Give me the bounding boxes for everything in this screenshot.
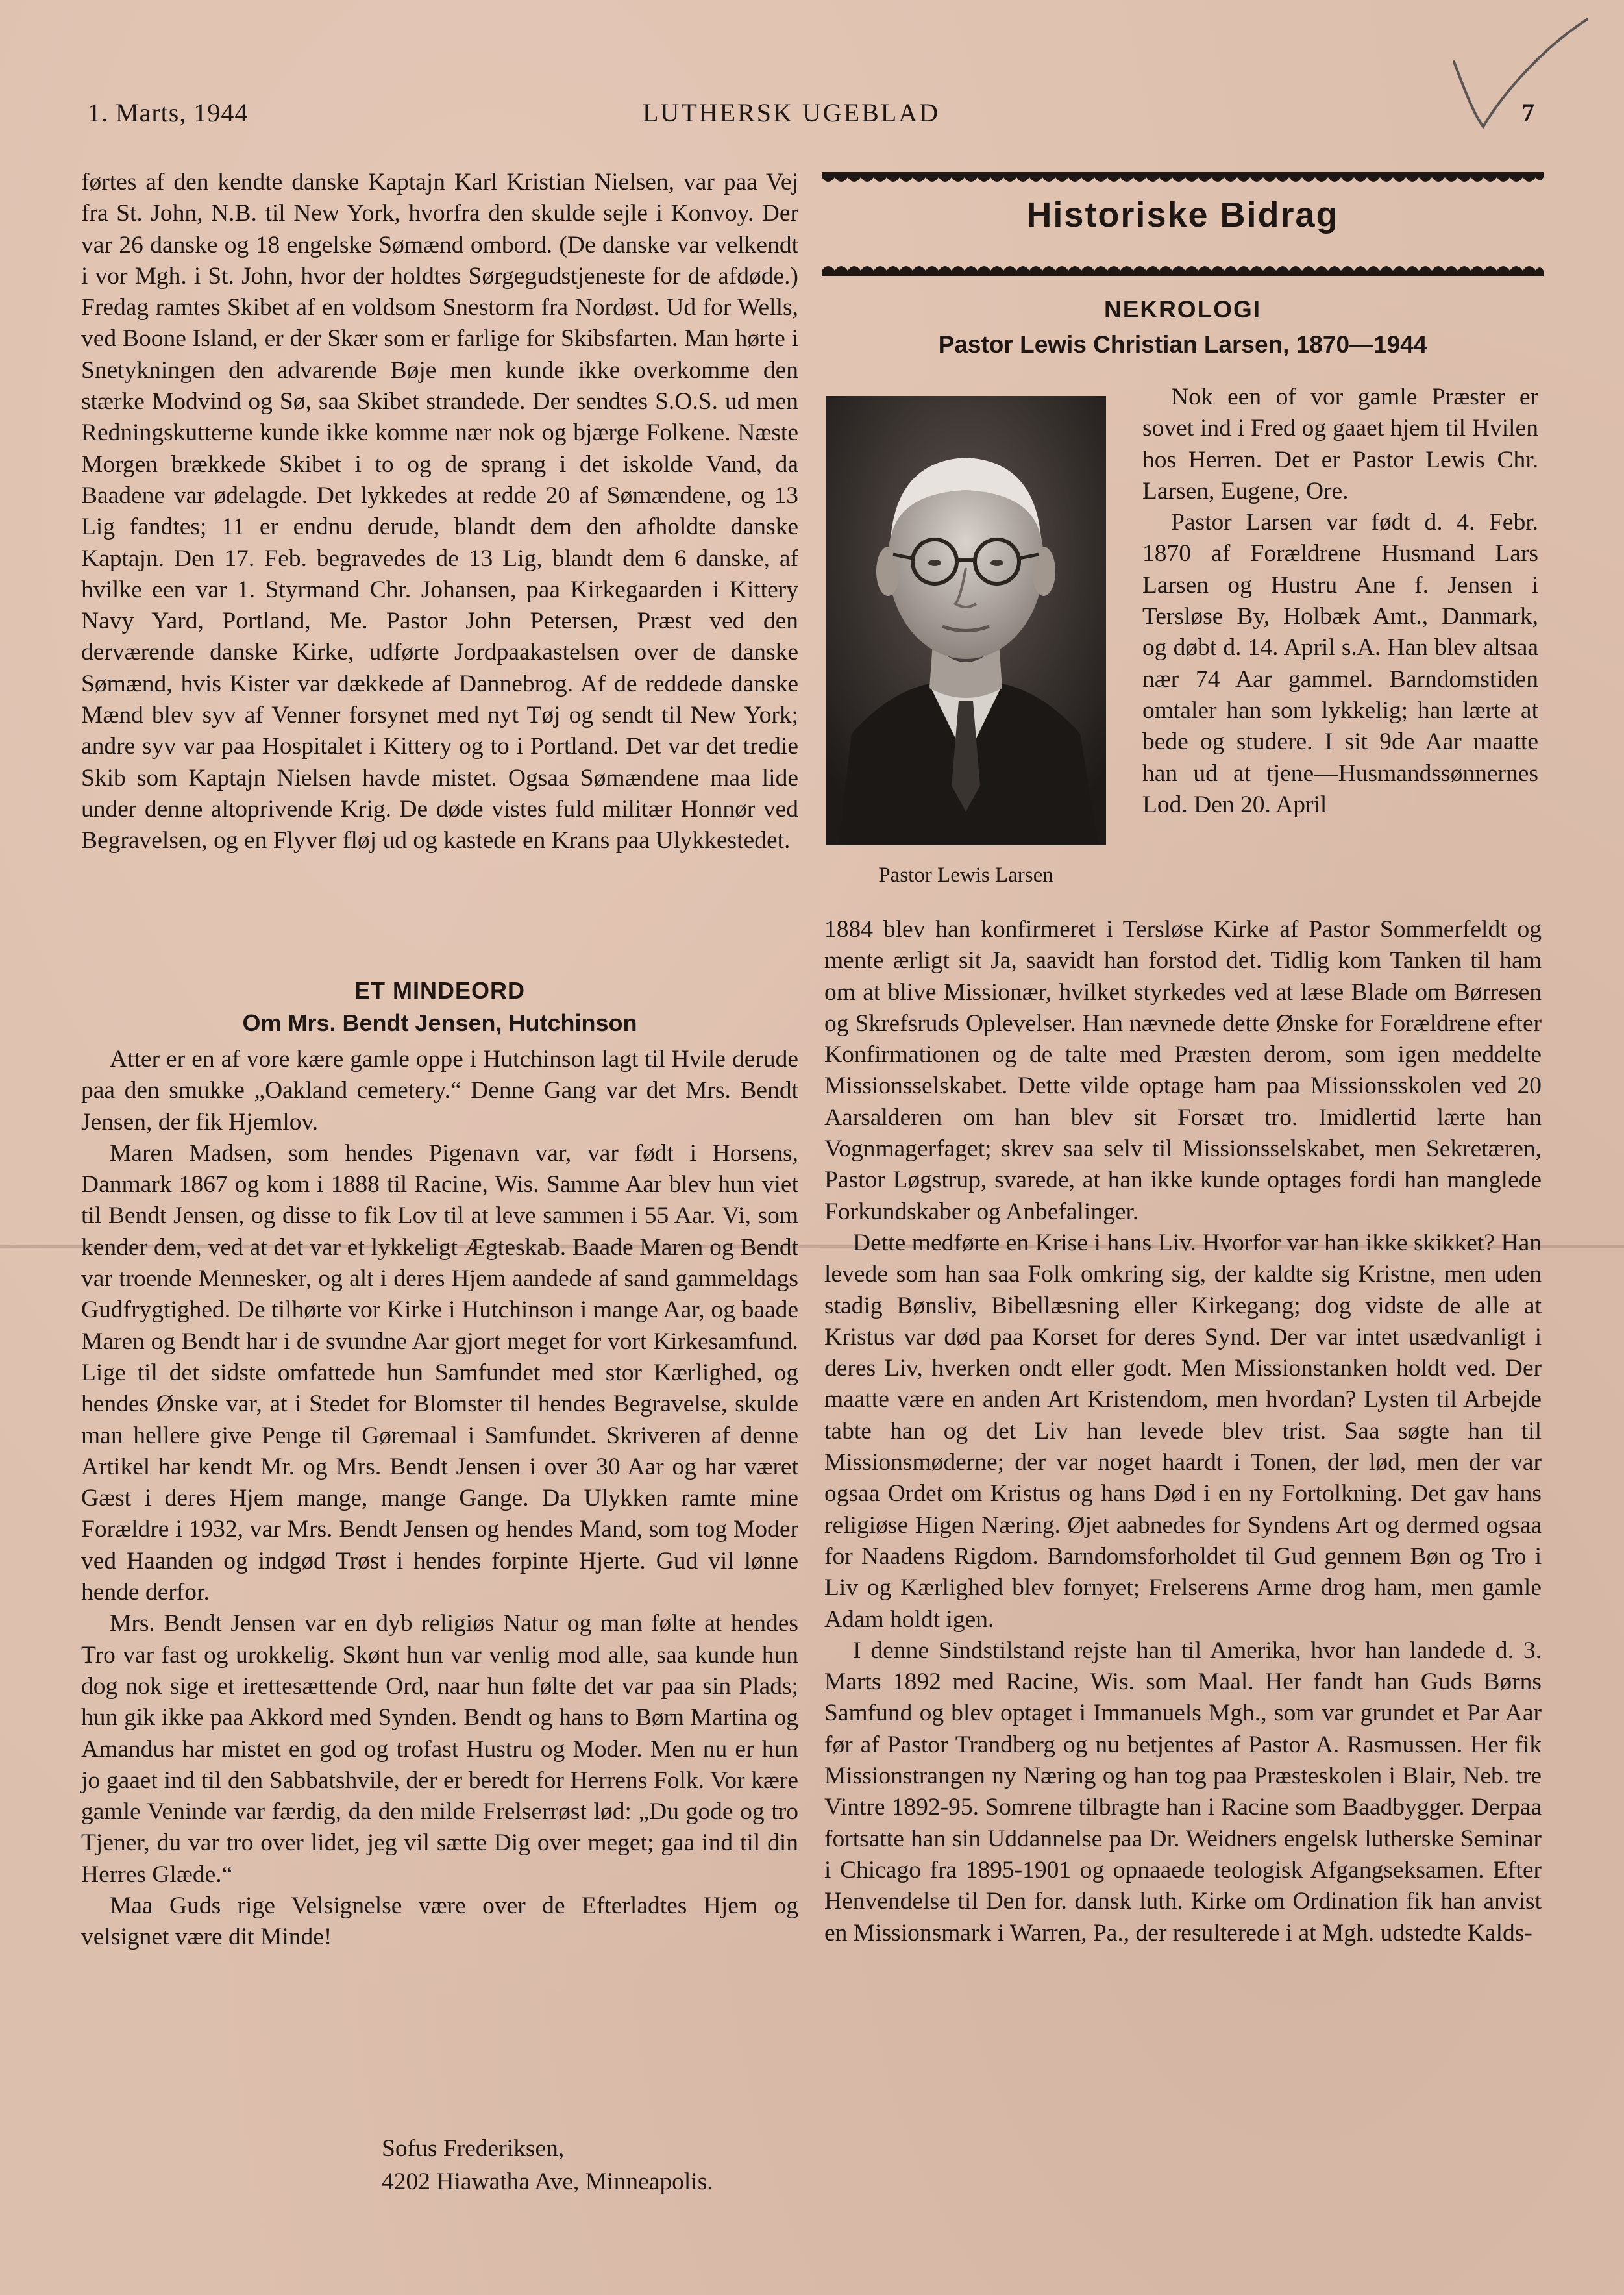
nekrologi-subtitle: Pastor Lewis Christian Larsen, 1870—1944 [938, 331, 1427, 358]
article-paragraph: Mrs. Bendt Jensen var en dyb religiøs Natur og man følte at hendes Tro var fast og urokkelig. Skønt hun var venlig mod alle, saa kunde hun dog nok sige et irettesættende Ord, naar hun følte det var paa sin Plads; hun gik ikke paa Akkord med Synden. Bendt og hans to Børn Martina og Amandus har mistet en god og trofast Hustru og Moder. Men nu er hun jo gaaet ind til den Sabbatshvile, der er beredt for Herrens Folk. Vor kære gamle Veninde var færdig, da den milde Frelserrøst lød: „Du gode og tro Tjener, du var tro over lidet, jeg vil sætte Dig over meget; gaa ind til din Herres Glæde.“ [81, 1610, 798, 1888]
issue-date: 1. Marts, 1944 [88, 98, 249, 127]
article-paragraph: Dette medførte en Krise i hans Liv. Hvorfor var han ikke skikket? Han levede som han saa Folk omkring sig, der kaldte sig Kristne, men uden stadig Bønsliv, Bibellæsning eller Kirkegang; dog vidste de alle at Kristus var død paa Korset for deres Synd. Der var intet usædvanligt i deres Liv, hverken ondt eller godt. Men Missionstanken holdt ved. Der maatte være en anden Art Kristendom, men hvordan? Lysten til Arbejde tabte han og det Liv han levede blev trist. Saa søgte han til Missionsmøderne; der var noget haardt i Tonen, der lød, men der var ogsaa Ordet om Kristus og hans Død i en ny Fortolkning. Det gav hans religiøse Higen Næring. Øjet aabnedes for Syndens Art og dermed ogsaa for Naadens Rigdom. Barndomsforholdet til Gud gennem Bøn og Tro i Liv og Kærlighed blev fornyet; Frelserens Arme drog ham, men gamle Adam holdt igen. [824, 1229, 1542, 1633]
article-paragraph: Maren Madsen, som hendes Pigenavn var, var født i Horsens, Danmark 1867 og kom i 1888 til Racine, Wis. Samme Aar blev hun viet til Bendt Jensen, og disse to fik Lov til at leve sammen i 55 Aar. Vi, som kender dem, ved at det var et lykkeligt Ægteskab. Baade Maren og Bendt var troende Mennesker, og alt i deres Hjem aandede af sand gammeldags Gudfrygtighed. De tilhørte vor Kirke i Hutchinson i mange Aar, og baade Maren og Bendt har i de svundne Aar gjort meget for vort Kirkesamfund. Lige til det sidste omfattede hun Samfundet med stor Kærlighed, og hendes Ønske var, at i Stedet for Blomster til hendes Begravelse, skulde man hellere give Penge til Gøremaal i Samfundet. Skriveren af denne Artikel har kendt Mr. og Mrs. Bendt Jensen i over 30 Aar og har været Gæst i deres Hjem mange, mange Gange. Da Ulykken ramte mine Forældre i 1932, var Mrs. Bendt Jensen og hendes Mand, som tog Moder ved Haanden og indgød Trøst i hendes forpinte Hjerte. Gud vil lønne hende derfor. [81, 1139, 798, 1606]
signature-name: Sofus Frederiksen, [382, 2135, 565, 2162]
page-number: 7 [1521, 98, 1535, 127]
mindeord-subtitle: Om Mrs. Bendt Jensen, Hutchinson [242, 1010, 637, 1036]
left-column-continued-article [81, 167, 798, 857]
mindeord-title: ET MINDEORD [354, 977, 525, 1004]
publication-title: LUTHERSK UGEBLAD [643, 98, 940, 127]
article-paragraph: Nok een of vor gamle Præster er sovet ind i Fred og gaaet hjem til Hvilen hos Herren. Det er Pastor Lewis Chr. Larsen, Eugene, Ore. [1142, 384, 1538, 504]
nekrologi-intro [1142, 382, 1538, 821]
portrait-illustration [826, 396, 1106, 845]
article-paragraph: førtes af den kendte danske Kaptajn Karl Kristian Nielsen, var paa Vej fra St. John, N.B. til New York, hvorfra den skulde sejle i Konvoy. Der var 26 danske og 18 engelske Sømænd ombord. (De danske var velkendt i vor Mgh. i St. John, hvor der holdtes Sørgegudstjeneste for de afdøde.) Fredag ramtes Skibet af en voldsom Snestorm fra Nordøst. Ud for Wells, ved Boone Island, er der Skær som er farlige for Skibsfarten. Man hørte i Snetykningen den advarende Bøje men kunde ikke overkomme den stærke Modvind og Sø, saa Skibet strandede. Der sendtes S.O.S. ud men Redningskutterne kunde ikke komme nær nok og bjærge Folkene. Næste Morgen brækkede Skibet i to og de sprang i det iskolde Vand, da Baadene var ødelagde. Det lykkedes at redde 20 af Sømændene, og 13 Lig fandtes; 11 er endnu derude, blandt dem den afholdte danske Kaptajn. Den 17. Feb. begravedes de 13 Lig, blandt dem 6 danske, af hvilke een var 1. Styrmand Chr. Johansen, paa Kirkegaarden i Kittery Navy Yard, Portland, Me. Pastor John Petersen, Præst ved den derværende danske Kirke, udførte Jordpaakastelsen over de danske Sømænd, hvis Kister var dækkede af Dannebrog. Af de reddede danske Mænd blev syv af Venner forsynet med nyt Tøj og sendt til New York; andre syv var paa Hospitalet i Kittery og to i Portland. Det var det tredie Skib som Kaptajn Nielsen havde mistet. Ogsaa Sømændene maa lide under denne altoprivende Krig. De døde vistes fuld militær Honnør ved Begravelsen, og en Flyver fløj ud og kastede en Krans paa Ulykkestedet. [81, 169, 798, 854]
handwritten-checkmark [1444, 16, 1593, 140]
signature-address: 4202 Hiawatha Ave, Minneapolis. [382, 2168, 713, 2195]
mindeord-body [81, 1044, 798, 1954]
article-paragraph: Atter er en af vore kære gamle oppe i Hutchinson lagt til Hvile derude paa den smukke „Oakland cemetery.“ Denne Gang var det Mrs. Bendt Jensen, der fik Hjemlov. [81, 1046, 798, 1135]
article-paragraph: Pastor Larsen var født d. 4. Febr. 1870 af Forældrene Husmand Lars Larsen og Hustru Ane f. Jensen i Tersløse By, Holbæk Amt., Danmark, og døbt d. 14. April s.A. Han blev altsaa nær 74 Aar gammel. Barndomstiden omtaler han som lykkelig; han lærte at bede og studere. I sit 9de Aar maatte han ud at tjene—Husmandssønnernes Lod. Den 20. April [1142, 509, 1538, 818]
article-paragraph: 1884 blev han konfirmeret i Tersløse Kirke af Pastor Sommerfeldt og mente ærligt sit Ja, saavidt han forstod det. Tidlig kom Tanken til ham om at blive Missionær, hvilket styrkedes ved at læse Blade om Børresen og Skrefsruds Oplevelser. Han nævnede dette Ønske for Forældrene efter Konfirmationen og de talte med Præsten derom, som igen meddelte Missionsselskabet. Dette vilde optage ham paa Missionsskolen ved 20 Aarsalderen om han blev sit Forsæt tro. Imidlertid lærte han Vognmagerfaget; skrev saa selv til Missionsselskabet, men Sekretæren, Pastor Løgstrup, svarede, at han ikke kunde optages fordi han manglede Forkundskaber og Anbefalinger. [824, 916, 1542, 1225]
nekrologi-title: NEKROLOGI [1103, 296, 1262, 323]
photo-caption: Pastor Lewis Larsen [878, 863, 1053, 887]
section-banner-title: Historiske Bidrag [1026, 195, 1339, 234]
nekrologi-body [824, 914, 1542, 1949]
article-paragraph: I denne Sindstilstand rejste han til Amerika, hvor han landede d. 3. Marts 1892 med Racine, Wis. som Maal. Her fandt han Guds Børns Samfund og blev optaget i Immanuels Mgh., som var grundet et Par Aar før af Pastor Trandberg og nu betjentes af Pastor A. Rasmussen. Her fik Missionstrangen ny Næring og han tog paa Præsteskolen i Blair, Neb. tre Vintre 1892-95. Somrene tilbragte han i Racine som Baadbygger. Derpaa fortsatte han sin Uddannelse paa Dr. Weidners engelsk lutherske Seminar i Chicago fra 1895-1901 og opnaaede teologisk Afgangseksamen. Efter Henvendelse til Den for. dansk luth. Kirke om Ordination fik han anvist en Missionsmark i Warren, Pa., der resulterede i at Mgh. udstedte Kalds- [824, 1637, 1542, 1946]
article-paragraph: Maa Guds rige Velsignelse være over de Efterladtes Hjem og velsignet være dit Minde! [81, 1892, 798, 1951]
portrait-photo [826, 396, 1106, 845]
